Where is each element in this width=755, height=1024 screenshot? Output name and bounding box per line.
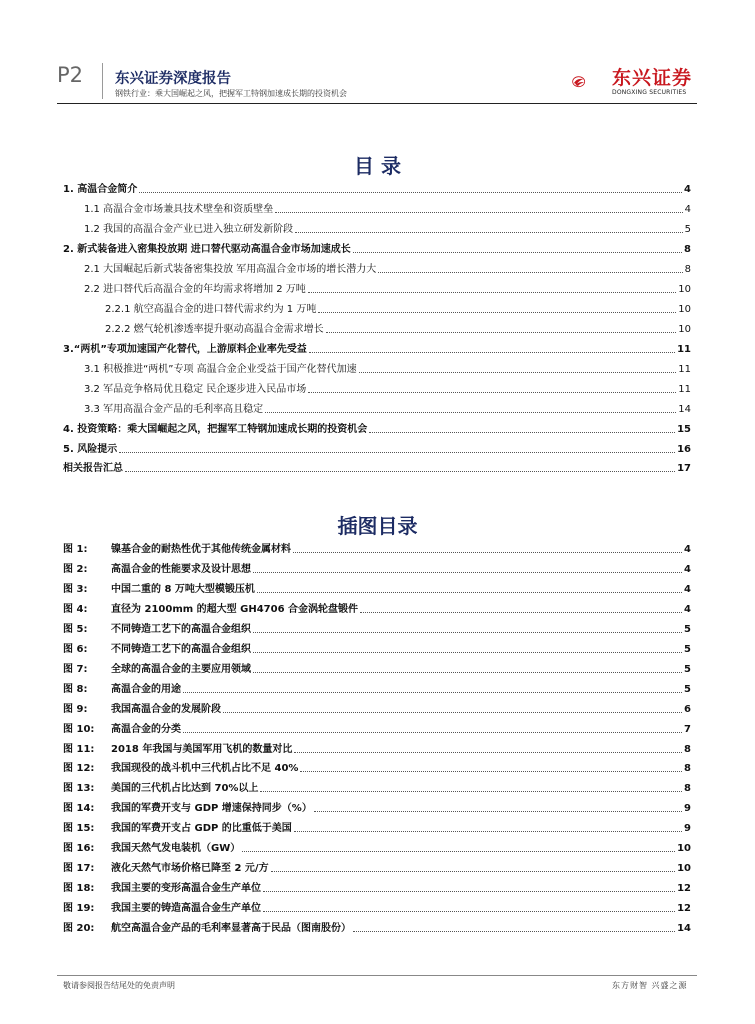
toc-item-label: 3.“两机”专项加速国产化替代，上游原料企业率先受益	[63, 344, 307, 355]
figure-page: 8	[684, 763, 691, 775]
toc-item-label: 2.1 大国崛起后新式装备密集投放 军用高温合金市场的增长潜力大	[84, 264, 377, 275]
figure-number: 图 18:	[63, 883, 95, 895]
figure-leader	[294, 831, 682, 832]
toc-item-label: 5. 风险提示	[63, 444, 118, 455]
figure-page: 4	[684, 603, 691, 615]
figure-leader	[223, 712, 682, 713]
figure-label: 高温合金的性能要求及设计思想	[111, 563, 251, 575]
figure-leader	[293, 552, 682, 553]
figure-leader	[242, 851, 675, 852]
toc-leader	[119, 452, 675, 453]
toc-title: 目 录	[354, 154, 401, 178]
figure-number: 图 15:	[63, 823, 95, 835]
figure-number: 图 3:	[63, 583, 88, 595]
figure-number: 图 14:	[63, 803, 95, 815]
figure-leader	[353, 931, 675, 932]
figure-item[interactable]	[63, 622, 691, 636]
figure-label: 2018 年我国与美国军用飞机的数量对比	[111, 743, 293, 755]
toc-item[interactable]	[63, 182, 691, 196]
toc-leader	[359, 372, 677, 373]
figure-item[interactable]	[63, 921, 691, 935]
toc-item[interactable]	[105, 322, 691, 336]
figure-number: 图 11:	[63, 743, 95, 755]
toc-leader	[139, 192, 682, 193]
toc-leader	[265, 412, 676, 413]
toc-item[interactable]	[63, 461, 691, 475]
toc-item[interactable]	[63, 342, 691, 356]
figure-leader	[263, 891, 675, 892]
toc-item-page: 17	[677, 463, 691, 474]
toc-item-label: 相关报告汇总	[63, 463, 123, 474]
figure-item[interactable]	[63, 602, 691, 616]
header-rule	[57, 103, 697, 104]
figure-label: 我国的军费开支占 GDP 的比重低于美国	[111, 823, 292, 835]
figure-number: 图 1:	[63, 544, 88, 555]
figure-label: 我国天然气发电装机（GW）	[111, 843, 241, 855]
toc-leader	[308, 292, 676, 293]
toc-item[interactable]	[84, 382, 691, 396]
report-title: 东兴证券深度报告	[115, 71, 231, 87]
toc-leader	[318, 312, 676, 313]
figure-label: 中国二重的 8 万吨大型模锻压机	[111, 583, 255, 595]
figure-label: 液化天然气市场价格已降至 2 元/方	[111, 863, 269, 875]
figure-label: 镍基合金的耐热性优于其他传统金属材料	[111, 544, 291, 555]
header-divider	[102, 63, 103, 99]
figure-number: 图 4:	[63, 603, 88, 615]
figure-page: 12	[677, 903, 691, 915]
toc-item-page: 11	[678, 364, 691, 375]
figure-label: 不同铸造工艺下的高温合金组织	[111, 643, 251, 655]
footer-slogan: 东方财智 兴盛之源	[612, 981, 688, 990]
figure-number: 图 16:	[63, 843, 95, 855]
figure-item[interactable]	[63, 682, 691, 696]
toc-item[interactable]	[63, 442, 691, 456]
figure-page: 4	[684, 544, 691, 555]
figure-item[interactable]	[63, 542, 691, 556]
figure-page: 8	[684, 783, 691, 795]
figure-label: 我国主要的变形高温合金生产单位	[111, 883, 261, 895]
figure-page: 14	[677, 923, 691, 935]
report-subtitle: 钢铁行业：乘大国崛起之风，把握军工特钢加速成长期的投资机会	[115, 89, 347, 98]
figure-leader	[253, 652, 682, 653]
toc-leader	[378, 272, 682, 273]
figure-label: 高温合金的用途	[111, 683, 181, 695]
figure-page: 5	[684, 683, 691, 695]
toc-item-label: 2. 新式装备进入密集投放期 进口替代驱动高温合金市场加速成长	[63, 244, 351, 255]
figure-leader	[300, 771, 682, 772]
toc-item[interactable]	[84, 282, 691, 296]
toc-item-label: 4. 投资策略：乘大国崛起之风，把握军工特钢加速成长期的投资机会	[63, 424, 368, 435]
toc-item[interactable]	[84, 202, 691, 216]
figure-page: 12	[677, 883, 691, 895]
figure-page: 5	[684, 663, 691, 675]
toc-item-label: 3.3 军用高温合金产品的毛利率高且稳定	[84, 404, 264, 415]
figure-leader	[183, 692, 682, 693]
figure-page: 9	[684, 803, 691, 815]
figure-label: 高温合金的分类	[111, 723, 181, 735]
figure-leader	[263, 911, 675, 912]
figure-label: 直径为 2100mm 的超大型 GH4706 合金涡轮盘锻件	[111, 603, 359, 615]
toc-leader	[295, 232, 683, 233]
figure-item[interactable]	[63, 861, 691, 875]
figure-number: 图 12:	[63, 763, 95, 775]
figure-page: 4	[684, 583, 691, 595]
figure-leader	[271, 871, 676, 872]
figure-page: 8	[684, 743, 691, 755]
figure-number: 图 2:	[63, 563, 88, 575]
figure-item[interactable]	[63, 562, 691, 576]
logo-english: DONGXING SECURITIES	[612, 89, 687, 96]
figure-label: 不同铸造工艺下的高温合金组织	[111, 623, 251, 635]
toc-leader	[275, 212, 683, 213]
toc-item-label: 1.1 高温合金市场兼具技术壁垒和资质壁垒	[84, 204, 274, 215]
toc-leader	[309, 352, 675, 353]
figure-item[interactable]	[63, 662, 691, 676]
figure-page: 10	[677, 863, 691, 875]
figure-item[interactable]	[63, 801, 691, 815]
toc-item-page: 4	[684, 184, 691, 195]
toc-item-label: 1. 高温合金简介	[63, 184, 138, 195]
toc-item-label: 2.2 进口替代后高温合金的年均需求将增加 2 万吨	[84, 284, 306, 295]
toc-item[interactable]	[84, 402, 691, 416]
figure-leader	[360, 612, 682, 613]
figures-title: 插图目录	[337, 514, 418, 538]
figure-item[interactable]	[63, 781, 691, 795]
figure-item[interactable]	[63, 722, 691, 736]
toc-item[interactable]	[105, 302, 691, 316]
figure-number: 图 9:	[63, 703, 88, 715]
figure-leader	[257, 592, 682, 593]
figure-page: 10	[677, 843, 691, 855]
toc-item-page: 10	[678, 304, 691, 315]
figure-leader	[260, 791, 682, 792]
figure-item[interactable]	[63, 901, 691, 915]
footer-disclaimer: 敬请参阅报告结尾处的免责声明	[63, 981, 175, 990]
figure-leader	[314, 811, 682, 812]
toc-leader	[326, 332, 677, 333]
toc-item[interactable]	[63, 422, 691, 436]
toc-leader	[353, 252, 682, 253]
logo-text: 东兴证券	[612, 67, 693, 89]
toc-item-page: 4	[684, 204, 691, 215]
figure-item[interactable]	[63, 642, 691, 656]
figure-page: 4	[684, 563, 691, 575]
toc-item-page: 11	[678, 384, 691, 395]
figure-page: 5	[684, 643, 691, 655]
figure-label: 我国现役的战斗机中三代机占比不足 40%	[111, 763, 299, 775]
figure-number: 图 19:	[63, 903, 95, 915]
figure-item[interactable]	[63, 841, 691, 855]
figure-item[interactable]	[63, 761, 691, 775]
figure-item[interactable]	[63, 702, 691, 716]
page-number: P2	[57, 63, 84, 87]
figure-item[interactable]	[63, 881, 691, 895]
figure-page: 6	[684, 703, 691, 715]
figure-page: 9	[684, 823, 691, 835]
toc-item-page: 10	[678, 284, 691, 295]
toc-item-label: 2.2.1 航空高温合金的进口替代需求约为 1 万吨	[105, 304, 317, 315]
figure-item[interactable]	[63, 742, 691, 756]
toc-item-label: 3.1 积极推进“两机”专项 高温合金企业受益于国产化替代加速	[84, 364, 357, 375]
figure-item[interactable]	[63, 821, 691, 835]
figure-number: 图 20:	[63, 923, 95, 935]
figure-label: 我国的军费开支与 GDP 增速保持同步（%）	[111, 803, 312, 815]
toc-leader	[308, 392, 676, 393]
figure-label: 全球的高温合金的主要应用领域	[111, 663, 251, 675]
figure-leader	[183, 732, 682, 733]
toc-item-label: 2.2.2 燃气轮机渗透率提升驱动高温合金需求增长	[105, 324, 324, 335]
toc-item-page: 5	[684, 224, 691, 235]
figure-number: 图 10:	[63, 723, 95, 735]
figure-item[interactable]	[63, 582, 691, 596]
toc-item-page: 8	[684, 264, 691, 275]
toc-item-label: 1.2 我国的高温合金产业已进入独立研发新阶段	[84, 224, 294, 235]
footer-rule	[57, 975, 697, 976]
figure-number: 图 5:	[63, 623, 88, 635]
figure-label: 美国的三代机占比达到 70%以上	[111, 783, 259, 795]
figure-leader	[253, 672, 682, 673]
toc-item[interactable]	[63, 242, 691, 256]
toc-item-page: 10	[678, 324, 691, 335]
toc-item-page: 11	[677, 344, 691, 355]
toc-item[interactable]	[84, 262, 691, 276]
figure-number: 图 8:	[63, 683, 88, 695]
toc-item-page: 16	[677, 444, 691, 455]
figure-number: 图 7:	[63, 663, 88, 675]
toc-leader	[125, 471, 675, 472]
company-logo-icon	[572, 62, 612, 100]
figure-leader	[294, 752, 682, 753]
figure-label: 我国高温合金的发展阶段	[111, 703, 221, 715]
toc-item[interactable]	[84, 362, 691, 376]
toc-leader	[369, 432, 675, 433]
figure-page: 7	[684, 723, 691, 735]
toc-item-page: 15	[677, 424, 691, 435]
figure-page: 5	[684, 623, 691, 635]
toc-item-label: 3.2 军品竞争格局优且稳定 民企逐步进入民品市场	[84, 384, 307, 395]
figure-label: 航空高温合金产品的毛利率显著高于民品（图南股份）	[111, 923, 351, 935]
toc-item-page: 8	[684, 244, 691, 255]
figure-leader	[253, 572, 682, 573]
figure-number: 图 17:	[63, 863, 95, 875]
toc-item-page: 14	[678, 404, 691, 415]
figure-number: 图 6:	[63, 643, 88, 655]
figure-number: 图 13:	[63, 783, 95, 795]
figure-leader	[253, 632, 682, 633]
figure-label: 我国主要的铸造高温合金生产单位	[111, 903, 261, 915]
toc-item[interactable]	[84, 222, 691, 236]
